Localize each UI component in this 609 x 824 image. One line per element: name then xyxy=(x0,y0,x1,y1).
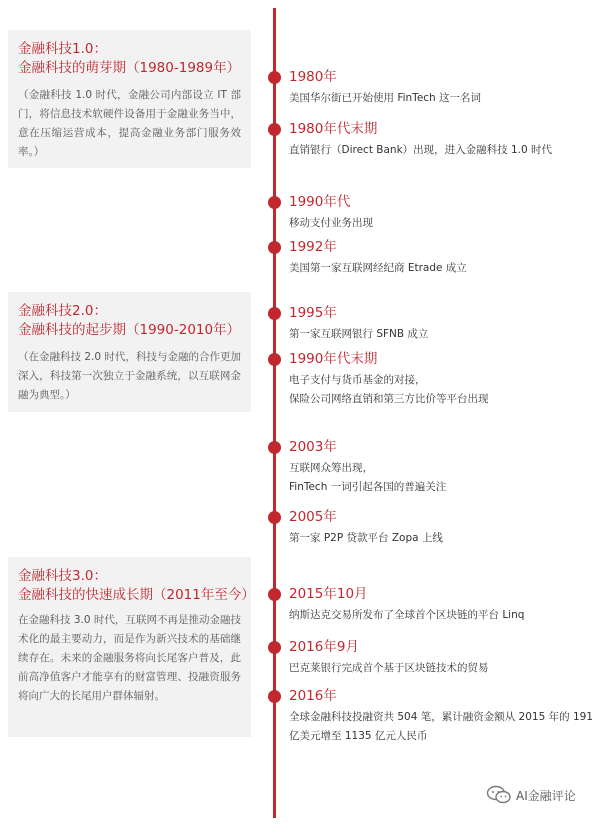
event-line: 直销银行（Direct Bank）出现，进入金融科技 1.0 时代 xyxy=(289,144,553,156)
phase-title: 金融科技2.0： xyxy=(18,303,107,319)
event-line: 美国华尔街已开始使用 FinTech 这一名词 xyxy=(289,92,482,104)
timeline-dot xyxy=(268,196,281,209)
event-line: 巴克莱银行完成首个基于区块链技术的贸易 xyxy=(289,662,489,674)
event-line: FinTech 一词引起各国的普遍关注 xyxy=(289,481,447,493)
phase-description: （在金融科技 2.0 时代，科技与金融的合作更加深入，科技第一次独立于金融系统，以互联网金融为典型。） xyxy=(18,351,241,401)
event-date: 1990年代末期 xyxy=(289,351,378,367)
phase-panel-1 xyxy=(8,30,251,168)
event-description xyxy=(289,371,607,409)
event-date: 1992年 xyxy=(289,239,337,255)
timeline-dot xyxy=(268,307,281,320)
event-date: 2016年 xyxy=(289,688,337,704)
phase-description: 在金融科技 3.0 时代，互联网不再是推动金融技术化的最主要动力，而是作为新兴技术的基础继续存在。未来的金融服务将向长尾客户普及，此前高净值客户才能享有的财富管理、投融资服务将向广大的长尾用户群体辐射。 xyxy=(18,614,241,702)
event-line: 第一家 P2P 贷款平台 Zopa 上线 xyxy=(289,532,443,544)
phase-title: 金融科技1.0： xyxy=(18,41,107,57)
phase-description: （金融科技 1.0 时代，金融公司内部设立 IT 部门，将信息技术软硬件设备用于金融业务当中，意在压缩运营成本，提高金融业务部门服务效率。） xyxy=(18,89,241,158)
phase-subtitle: 金融科技的起步期（1990-2010年） xyxy=(18,322,241,338)
watermark-label: AI金融评论 xyxy=(516,788,576,803)
timeline-dot xyxy=(268,641,281,654)
phase-panel-3 xyxy=(8,557,255,737)
event-date: 1990年代 xyxy=(289,194,351,210)
timeline-dot xyxy=(268,690,281,703)
event-line: 电子支付与货币基金的对接， xyxy=(289,374,426,386)
event-description xyxy=(289,659,607,678)
timeline-dot xyxy=(268,588,281,601)
event-description xyxy=(289,459,607,497)
event-line: 第一家互联网银行 SFNB 成立 xyxy=(289,328,429,340)
event-line: 移动支付业务出现 xyxy=(289,217,373,229)
timeline-dot xyxy=(268,353,281,366)
event-date: 2015年10月 xyxy=(289,586,368,602)
event-line: 纳斯达克交易所发布了全球首个区块链的平台 Linq xyxy=(289,609,525,621)
phase-panel-2 xyxy=(8,292,251,412)
event-date: 1995年 xyxy=(289,305,337,321)
watermark xyxy=(486,784,576,806)
timeline-dot xyxy=(268,241,281,254)
event-description xyxy=(289,89,607,108)
event-description xyxy=(289,529,607,548)
event-description xyxy=(289,259,607,278)
timeline-dot xyxy=(268,441,281,454)
timeline-dot xyxy=(268,71,281,84)
event-date: 1980年 xyxy=(289,69,337,85)
timeline-dot xyxy=(268,123,281,136)
wechat-icon xyxy=(486,785,512,805)
event-line: 美国第一家互联网经纪商 Etrade 成立 xyxy=(289,262,467,274)
event-description xyxy=(289,141,607,160)
event-description xyxy=(289,708,607,746)
event-date: 1980年代末期 xyxy=(289,121,378,137)
phase-subtitle: 金融科技的萌芽期（1980-1989年） xyxy=(18,60,241,76)
event-date: 2016年9月 xyxy=(289,639,359,655)
event-description xyxy=(289,606,607,625)
event-line: 互联网众筹出现， xyxy=(289,462,373,474)
event-line: 亿美元增至 1135 亿元人民币 xyxy=(289,730,428,742)
event-description xyxy=(289,214,607,233)
event-line: 保险公司网络直销和第三方比价等平台出现 xyxy=(289,393,489,405)
event-description xyxy=(289,325,607,344)
timeline-dot xyxy=(268,511,281,524)
event-date: 2005年 xyxy=(289,509,337,525)
event-line: 全球金融科技投融资共 504 笔，累计融资金额从 2015 年的 191 xyxy=(289,711,593,723)
phase-subtitle: 金融科技的快速成长期（2011年至今） xyxy=(18,587,255,603)
phase-title: 金融科技3.0： xyxy=(18,568,107,584)
event-date: 2003年 xyxy=(289,439,337,455)
